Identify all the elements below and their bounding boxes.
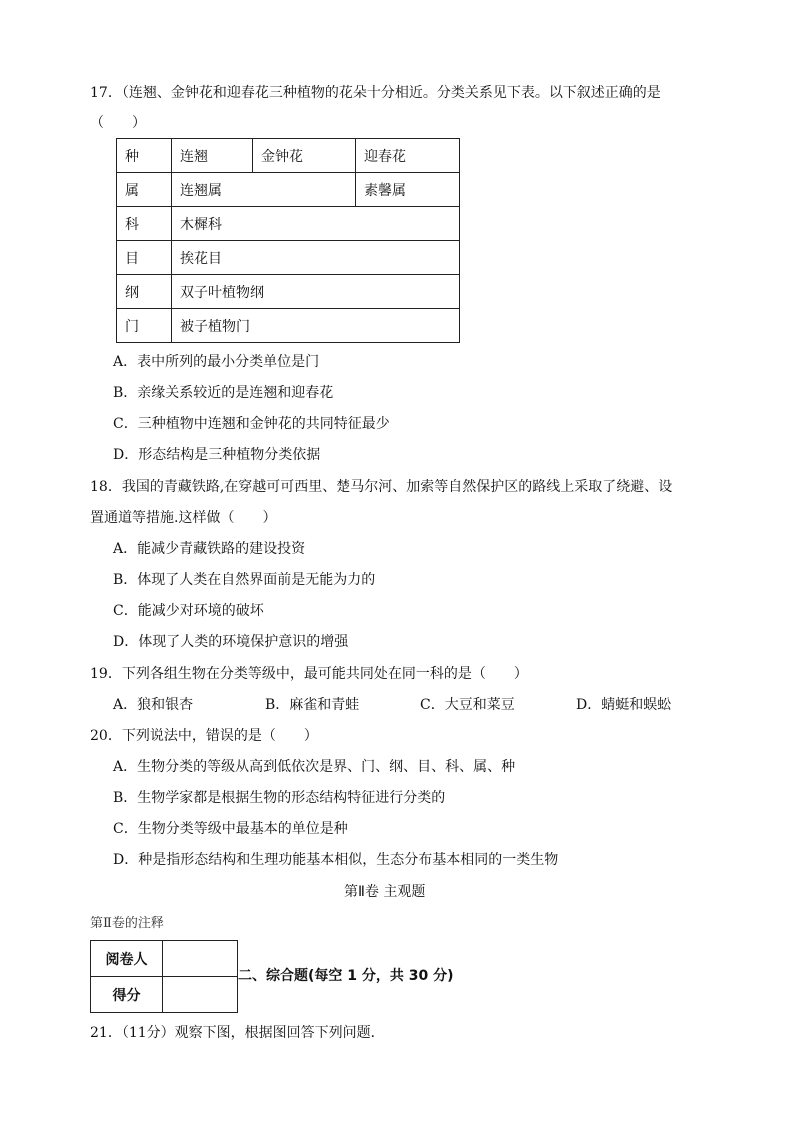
part2-note: 第Ⅱ卷的注释 — [90, 916, 164, 931]
reviewer-field[interactable] — [163, 941, 238, 977]
q19-option-b: B．麻雀和青蛙 — [265, 697, 360, 713]
score-field[interactable] — [163, 977, 238, 1013]
reviewer-label: 阅卷人 — [91, 941, 163, 977]
q18-stem-line2: 置通道等措施.这样做（ ） — [90, 510, 277, 526]
cell-lianqiao-genus: 连翘属 — [172, 173, 356, 207]
rank-order: 目 — [117, 241, 172, 275]
q18-option-a: A．能减少青藏铁路的建设投资 — [113, 541, 306, 557]
classification-table — [116, 138, 460, 343]
q17-option-d: D．形态结构是三种植物分类依据 — [113, 447, 321, 463]
score-table-row — [91, 977, 238, 1013]
q19-stem: 19．下列各组生物在分类等级中，最可能共同处在同一科的是（ ） — [90, 666, 528, 682]
cell-order: 挨花目 — [172, 241, 460, 275]
q19-option-a: A．狼和银杏 — [113, 697, 194, 713]
cell-suxin-genus: 素馨属 — [356, 173, 460, 207]
q18-option-c: C．能减少对环境的破坏 — [113, 603, 264, 619]
cell-class: 双子叶植物纲 — [172, 275, 460, 309]
table-row-genus — [117, 173, 460, 207]
score-table — [90, 940, 238, 1013]
cell-jinzhonghua: 金钟花 — [253, 139, 356, 173]
section-heading: 二、综合题(每空 1 分，共 30 分) — [238, 968, 454, 984]
q21-stem: 21．（11分）观察下图，根据图回答下列问题． — [90, 1025, 385, 1041]
cell-yingchunhua: 迎春花 — [356, 139, 460, 173]
table-row-phylum — [117, 309, 460, 343]
cell-family: 木樨科 — [172, 207, 460, 241]
table-row-species — [117, 139, 460, 173]
table-row-family — [117, 207, 460, 241]
cell-phylum: 被子植物门 — [172, 309, 460, 343]
cell-lianqiao: 连翘 — [172, 139, 253, 173]
q18-stem-line1: 18．我国的青藏铁路,在穿越可可西里、楚马尔河、加索等自然保护区的路线上采取了绕避、设 — [90, 479, 673, 495]
rank-family: 科 — [117, 207, 172, 241]
q17-stem-line1: 17．（连翘、金钟花和迎春花三种植物的花朵十分相近。分类关系见下表。以下叙述正确的是 — [90, 85, 661, 101]
score-table-row — [91, 941, 238, 977]
q17-option-c: C．三种植物中连翘和金钟花的共同特征最少 — [113, 416, 390, 432]
table-row-order — [117, 241, 460, 275]
q19-option-c: C．大豆和菜豆 — [420, 697, 515, 713]
q20-option-b: B．生物学家都是根据生物的形态结构特征进行分类的 — [113, 790, 446, 806]
q18-option-d: D．体现了人类的环境保护意识的增强 — [113, 634, 349, 650]
q20-option-a: A．生物分类的等级从高到低依次是界、门、纲、目、科、属、种 — [113, 759, 516, 775]
rank-class: 纲 — [117, 275, 172, 309]
q17-stem-line2: （ ） — [90, 115, 146, 131]
q17-option-b: B．亲缘关系较近的是连翘和迎春花 — [113, 385, 334, 401]
score-label: 得分 — [91, 977, 163, 1013]
q20-stem: 20．下列说法中，错误的是（ ） — [90, 728, 318, 744]
part2-title: 第Ⅱ卷 主观题 — [344, 884, 426, 900]
q18-option-b: B．体现了人类在自然界面前是无能为力的 — [113, 572, 376, 588]
rank-phylum: 门 — [117, 309, 172, 343]
q17-option-a: A．表中所列的最小分类单位是门 — [113, 354, 320, 370]
rank-species: 种 — [117, 139, 172, 173]
q19-option-d: D．蜻蜓和蜈蚣 — [576, 697, 672, 713]
rank-genus: 属 — [117, 173, 172, 207]
table-row-class — [117, 275, 460, 309]
q20-option-c: C．生物分类等级中最基本的单位是种 — [113, 821, 348, 837]
q20-option-d: D．种是指形态结构和生理功能基本相似，生态分布基本相同的一类生物 — [113, 852, 559, 868]
